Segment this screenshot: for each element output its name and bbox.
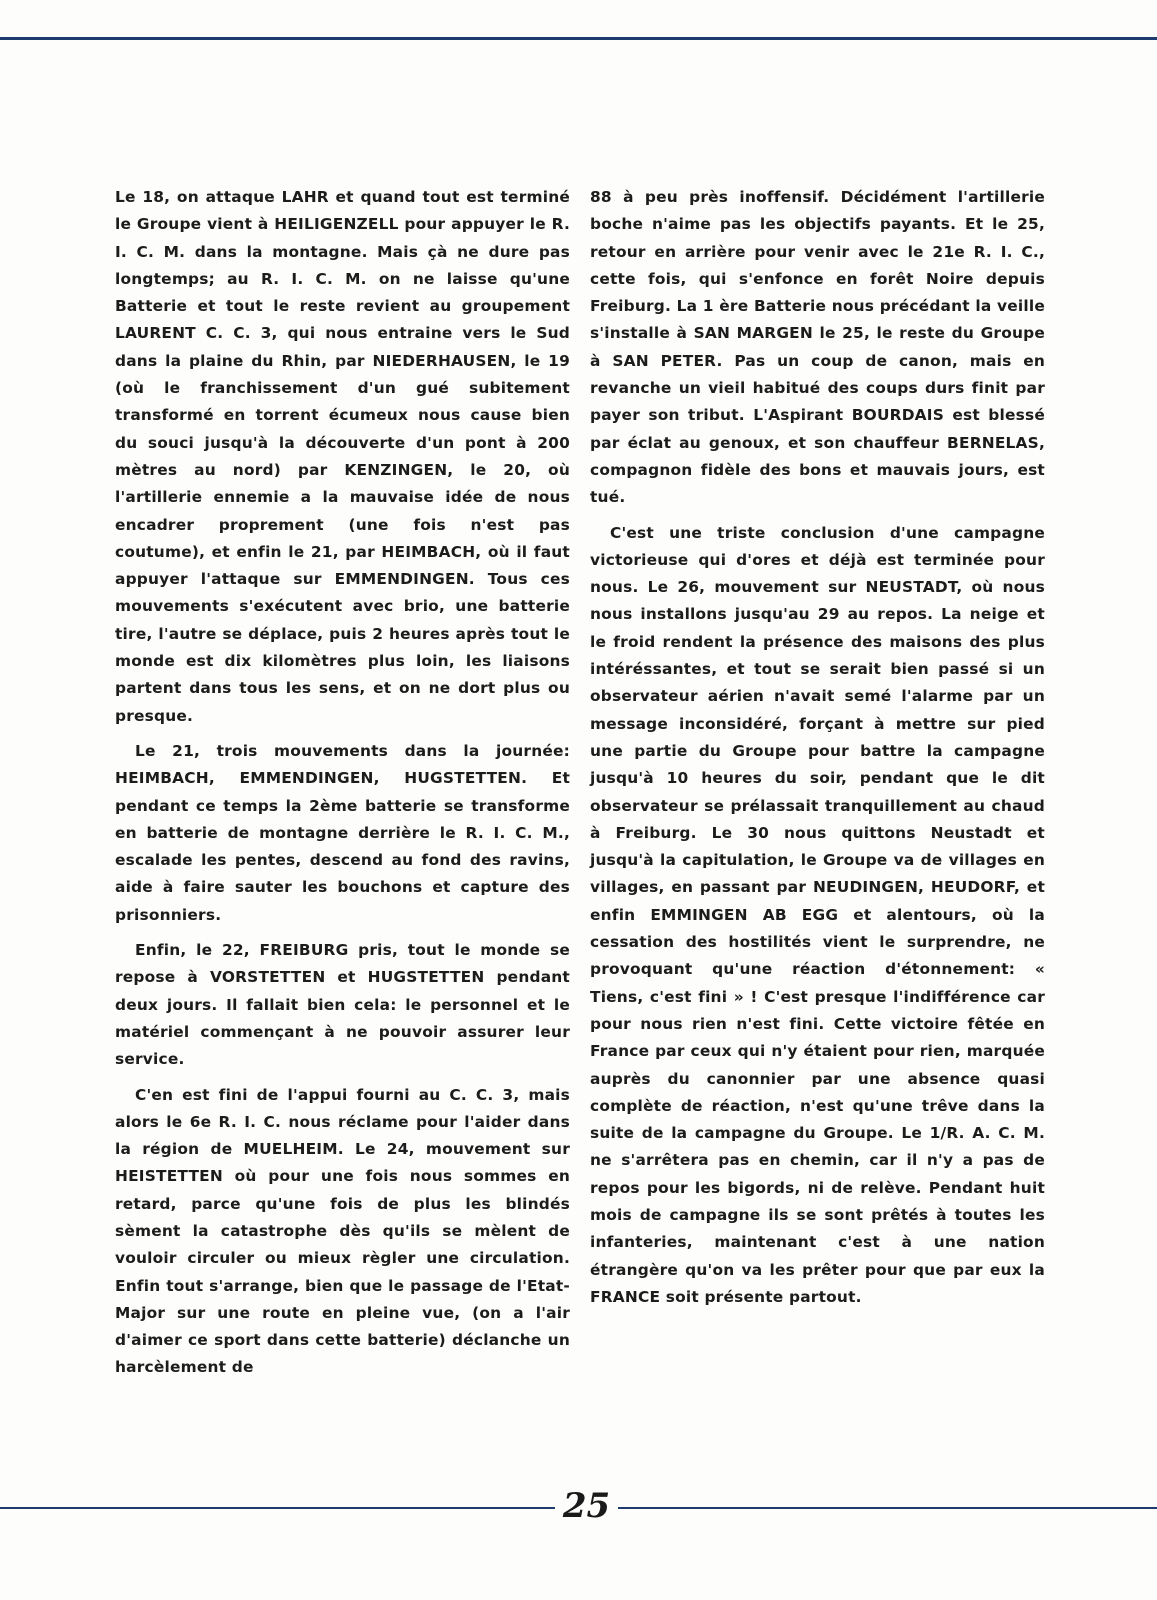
right-column — [590, 184, 1045, 1390]
paragraph: 88 à peu près inoffensif. Décidément l'artillerie boche n'aime pas les objectifs payants. Et le 25, retour en arrière pour venir avec le 21e R. I. C., cette fois, qui s'enfonce en forêt Noire depuis Freiburg. La 1 ère Batterie nous précédant la veille s'installe à SAN MARGEN le 25, le reste du Groupe à SAN PETER. Pas un coup de canon, mais en revanche un vieil habitué des coups durs finit par payer son tribut. L'Aspirant BOURDAIS est blessé par éclat au genoux, et son chauffeur BERNELAS, compagnon fidèle des bons et mauvais jours, est tué. — [590, 188, 1045, 507]
paragraph: Le 18, on attaque LAHR et quand tout est terminé le Groupe vient à HEILIGENZELL pour appuyer le R. I. C. M. dans la montagne. Mais çà ne dure pas longtemps; au R. I. C. M. on ne laisse qu'une Batterie et tout le reste revient au groupement LAURENT C. C. 3, qui nous entraine vers le Sud dans la plaine du Rhin, par NIEDERHAUSEN, le 19 (où le franchissement d'un gué subitement transformé en torrent écumeux nous cause bien du souci jusqu'à la découverte d'un pont à 200 mètres au nord) par KENZINGEN, le 20, où l'artillerie ennemie a la mauvaise idée de nous encadrer proprement (une fois n'est pas coutume), et enfin le 21, par HEIMBACH, où il faut appuyer l'attaque sur EMMENDINGEN. Tous ces mouvements s'exécutent avec brio, une batterie tire, l'autre se déplace, puis 2 heures après tout le monde est dix kilomètres plus loin, les liaisons partent dans tous les sens, et on ne dort plus ou presque. — [115, 188, 570, 725]
left-column — [115, 184, 570, 1390]
paragraph: C'en est fini de l'appui fourni au C. C. 3, mais alors le 6e R. I. C. nous réclame pour l'aider dans la région de MUELHEIM. Le 24, mouvement sur HEISTETTEN où pour une fois nous sommes en retard, parce qu'une fois de plus les blindés sèment la catastrophe dès qu'ils se mèlent de vouloir circuler ou mieux règler une circulation. Enfin tout s'arrange, bien que le passage de l'Etat-Major sur une route en pleine vue, (on a l'air d'aimer ce sport dans cette batterie) déclanche un harcèlement de — [115, 1085, 570, 1377]
text-columns — [115, 184, 1045, 1390]
footer-rule-right — [618, 1507, 1157, 1509]
page-number: 25 — [562, 1486, 611, 1526]
paragraph: C'est une triste conclusion d'une campagne victorieuse qui d'ores et déjà est terminée pour nous. Le 26, mouvement sur NEUSTADT, où nous nous installons jusqu'au 29 au repos. La neige et le froid rendent la présence des maisons des plus intéréssantes, et tout se serait bien passé si un observateur aérien n'avait semé l'alarme par un message inconsidéré, forçant à mettre sur pied une partie du Groupe pour battre la campagne jusqu'à 10 heures du soir, pendant que le dit observateur se prélassait tranquillement au chaud à Freiburg. Le 30 nous quittons Neustadt et jusqu'à la capitulation, le Groupe va de villages en villages, en passant par NEUDINGEN, HEUDORF, et enfin EMMINGEN AB EGG et alentours, où la cessation des hostilités vient le surprendre, ne provoquant qu'une réaction d'étonnement: « Tiens, c'est fini » ! C'est presque l'indifférence car pour nous rien n'est fini. Cette victoire fêtée en France par ceux qui n'y étaient pour rien, marquée auprès du canonnier par une absence quasi complète de réaction, n'est qu'une trêve dans la suite de la campagne du Groupe. Le 1/R. A. C. M. ne s'arrêtera pas en chemin, car il n'y a pas de repos pour les bigords, ni de relève. Pendant huit mois de campagne ils se sont prêtés à toutes les infanteries, maintenant c'est à une nation étrangère qu'on va les prêter pour que par eux la FRANCE soit présente partout. — [590, 523, 1045, 1306]
paragraph: Le 21, trois mouvements dans la journée: HEIMBACH, EMMENDINGEN, HUGSTETTEN. Et pendant ce temps la 2ème batterie se transforme en batterie de montagne derrière le R. I. C. M., escalade les pentes, descend au fond des ravins, aide à faire sauter les bouchons et capture des prisonniers. — [115, 741, 570, 924]
top-rule — [0, 37, 1157, 40]
paragraph: Enfin, le 22, FREIBURG pris, tout le monde se repose à VORSTETTEN et HUGSTETTEN pendant deux jours. Il fallait bien cela: le personnel et le matériel commençant à ne pouvoir assurer leur service. — [115, 941, 570, 1069]
footer-rule-left — [0, 1507, 555, 1509]
page-footer — [0, 1488, 1157, 1528]
